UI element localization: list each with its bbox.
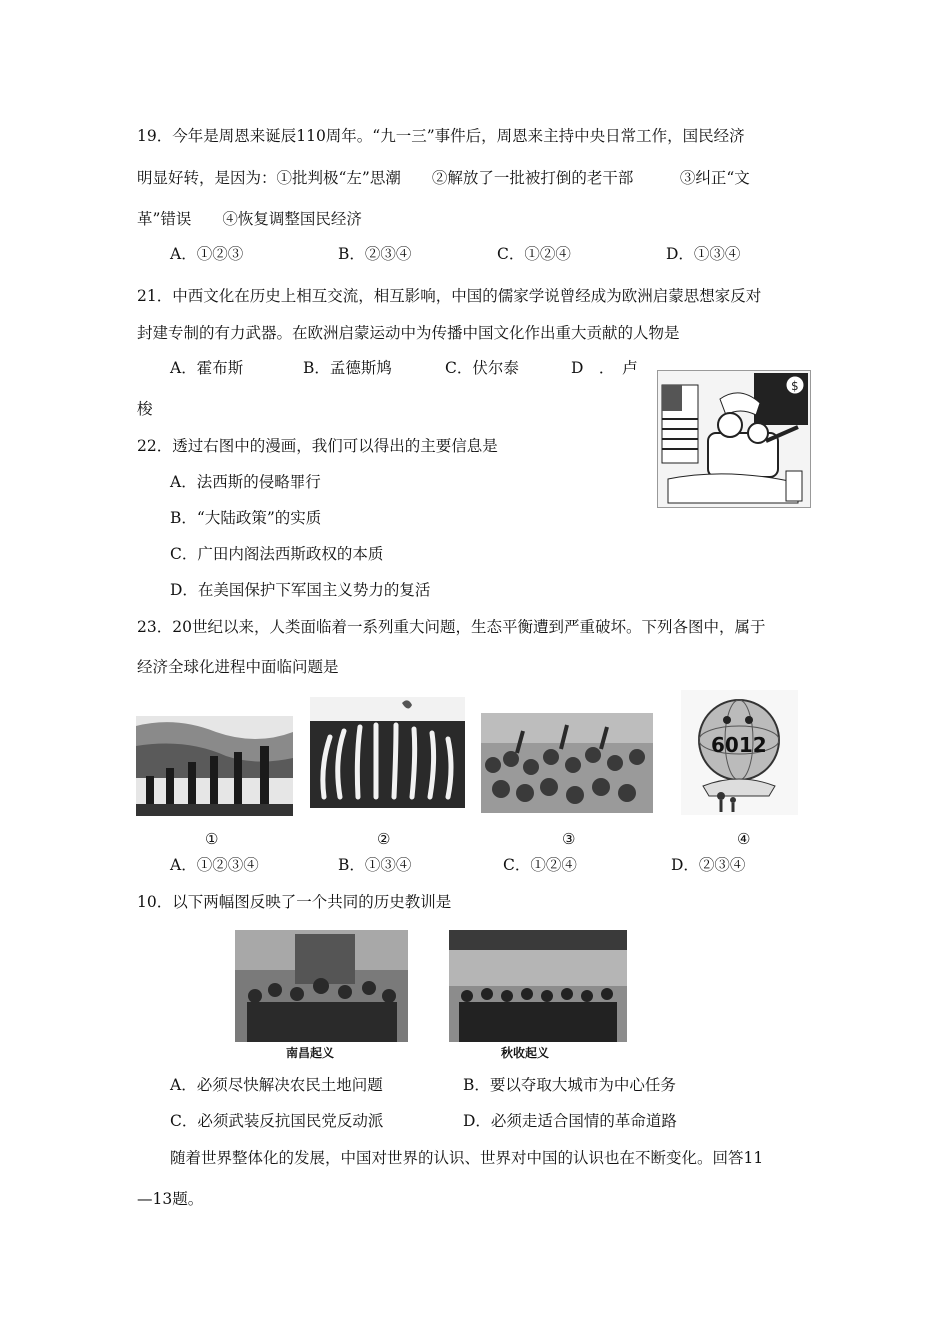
intro-line-2: —13题。 [137, 1190, 204, 1208]
q22-option-b[interactable]: B．“大陆政策”的实质 [170, 509, 322, 527]
intro-line-1: 随着世界整体化的发展，中国对世界的认识、世界对中国的认识也在不断变化。回答11 [170, 1149, 764, 1167]
q21-option-a[interactable]: A．霍布斯 [170, 359, 244, 377]
q23-option-c[interactable]: C．①②④ [503, 856, 577, 874]
q19-stem-line-1: 19．今年是周恩来诞辰110周年。“九一三”事件后，周恩来主持中央日常工作，国民经济 [137, 127, 745, 145]
cartoon-image [657, 370, 811, 508]
q10-option-b[interactable]: B．要以夺取大城市为中心任务 [463, 1076, 676, 1094]
q21-option-c[interactable]: C．伏尔泰 [445, 359, 519, 377]
svg-text:$: $ [791, 379, 799, 393]
q10-option-d[interactable]: D．必须走适合国情的革命道路 [463, 1112, 677, 1130]
q10-image-autumn-harvest-uprising [449, 930, 627, 1042]
q21-option-d-wrap: 梭 [137, 400, 153, 418]
q23-stem-line-2: 经济全球化进程中面临问题是 [137, 658, 339, 676]
q23-option-a[interactable]: A．①②③④ [170, 856, 259, 874]
q23-stem-line-1: 23．20世纪以来，人类面临着一系列重大问题，生态平衡遭到严重破坏。下列各图中，属于 [137, 618, 766, 636]
q19-option-c[interactable]: C．①②④ [497, 245, 571, 263]
globe-number: 6012 [711, 733, 767, 757]
q19-stem-line-3: 革”错误 ④恢复调整国民经济 [137, 210, 362, 228]
q19-option-d[interactable]: D．①③④ [666, 245, 741, 263]
q10-caption-2: 秋收起义 [501, 1046, 550, 1060]
q23-caption-3: ③ [562, 830, 576, 848]
q23-caption-2: ② [377, 830, 391, 848]
q21-stem-line-1: 21．中西文化在历史上相互交流，相互影响，中国的儒家学说曾经成为欧洲启蒙思想家反对 [137, 287, 762, 305]
q10-stem: 10．以下两幅图反映了一个共同的历史教训是 [137, 893, 452, 911]
q22-option-d[interactable]: D．在美国保护下军国主义势力的复活 [170, 581, 431, 599]
q19-option-b[interactable]: B．②③④ [338, 245, 412, 263]
q10-caption-1: 南昌起义 [286, 1046, 335, 1060]
q23-option-b[interactable]: B．①③④ [338, 856, 412, 874]
q23-caption-1: ① [205, 830, 219, 848]
q22-option-a[interactable]: A．法西斯的侵略罪行 [170, 473, 321, 491]
q22-option-c[interactable]: C．广田内阁法西斯政权的本质 [170, 545, 384, 563]
q21-option-b[interactable]: B．孟德斯鸠 [303, 359, 392, 377]
q19-option-a[interactable]: A．①②③ [170, 245, 244, 263]
q10-image-nanchang-uprising [235, 930, 408, 1042]
q23-caption-4: ④ [737, 830, 751, 848]
q10-option-c[interactable]: C．必须武装反抗国民党反动派 [170, 1112, 384, 1130]
q10-option-a[interactable]: A．必须尽快解决农民土地问题 [170, 1076, 383, 1094]
q21-option-d[interactable]: D ． 卢 [571, 359, 638, 377]
q23-image-4-globe [681, 690, 798, 815]
q21-stem-line-2: 封建专制的有力武器。在欧洲启蒙运动中为传播中国文化作出重大贡献的人物是 [137, 324, 680, 342]
q23-image-1-smokestacks [136, 716, 293, 816]
q23-option-d[interactable]: D．②③④ [671, 856, 746, 874]
q19-stem-line-2: 明显好转，是因为：①批判极“左”思潮 ②解放了一批被打倒的老干部 ③纠正“文 [137, 169, 750, 187]
q22-stem: 22．透过右图中的漫画，我们可以得出的主要信息是 [137, 437, 498, 455]
q23-image-2-hands [310, 697, 465, 808]
q23-image-3-crowd [481, 713, 653, 813]
